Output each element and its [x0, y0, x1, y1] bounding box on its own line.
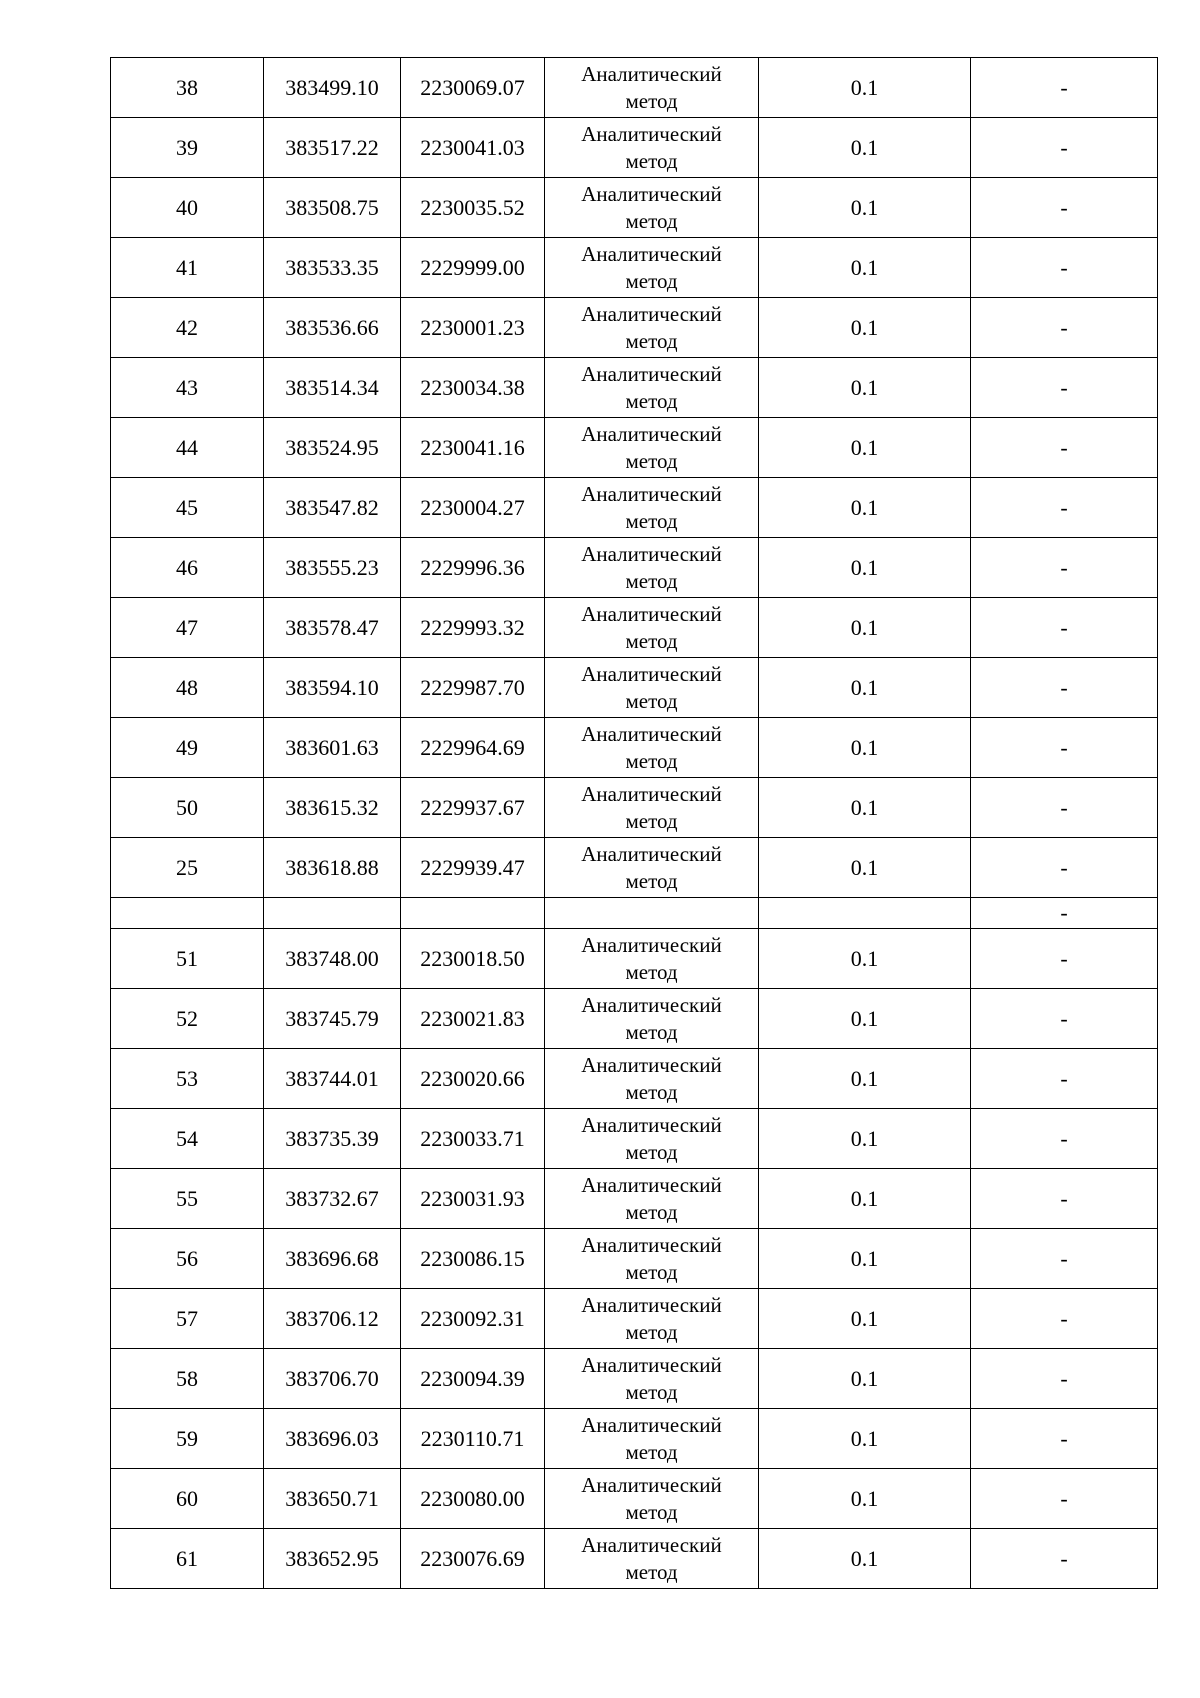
y-coordinate-cell: 2229937.67 [401, 778, 545, 838]
note-cell: - [971, 1109, 1158, 1169]
y-coordinate-cell: 2229964.69 [401, 718, 545, 778]
x-coordinate-cell: 383601.63 [264, 718, 401, 778]
point-number-cell: 48 [111, 658, 264, 718]
accuracy-cell: 0.1 [759, 1409, 971, 1469]
accuracy-cell: 0.1 [759, 989, 971, 1049]
table-row [111, 178, 1158, 238]
method-cell: Аналитический метод [545, 298, 759, 358]
point-number-cell: 56 [111, 1229, 264, 1289]
table-row [111, 238, 1158, 298]
point-number-cell: 54 [111, 1109, 264, 1169]
y-coordinate-cell: 2229996.36 [401, 538, 545, 598]
x-coordinate-cell: 383706.12 [264, 1289, 401, 1349]
method-cell: Аналитический метод [545, 1349, 759, 1409]
accuracy-cell: 0.1 [759, 298, 971, 358]
method-cell: Аналитический метод [545, 58, 759, 118]
table-row [111, 358, 1158, 418]
y-coordinate-cell: 2230035.52 [401, 178, 545, 238]
note-cell: - [971, 1169, 1158, 1229]
note-cell: - [971, 538, 1158, 598]
note-cell: - [971, 898, 1158, 929]
point-number-cell: 45 [111, 478, 264, 538]
accuracy-cell: 0.1 [759, 58, 971, 118]
point-number-cell: 53 [111, 1049, 264, 1109]
note-cell: - [971, 658, 1158, 718]
x-coordinate-cell: 383578.47 [264, 598, 401, 658]
accuracy-cell: 0.1 [759, 1469, 971, 1529]
table-row [111, 778, 1158, 838]
accuracy-cell: 0.1 [759, 778, 971, 838]
method-cell: Аналитический метод [545, 778, 759, 838]
method-cell: Аналитический метод [545, 538, 759, 598]
note-cell: - [971, 989, 1158, 1049]
accuracy-cell: 0.1 [759, 1229, 971, 1289]
accuracy-cell: 0.1 [759, 1349, 971, 1409]
note-cell: - [971, 298, 1158, 358]
x-coordinate-cell: 383732.67 [264, 1169, 401, 1229]
note-cell: - [971, 1229, 1158, 1289]
table-row [111, 598, 1158, 658]
accuracy-cell: 0.1 [759, 538, 971, 598]
point-number-cell: 49 [111, 718, 264, 778]
table-row [111, 929, 1158, 989]
method-cell: Аналитический метод [545, 418, 759, 478]
table-row [111, 418, 1158, 478]
x-coordinate-cell: 383706.70 [264, 1349, 401, 1409]
y-coordinate-cell: 2230080.00 [401, 1469, 545, 1529]
accuracy-cell: 0.1 [759, 478, 971, 538]
y-coordinate-cell: 2230021.83 [401, 989, 545, 1049]
point-number-cell: 46 [111, 538, 264, 598]
table-row [111, 478, 1158, 538]
accuracy-cell: 0.1 [759, 238, 971, 298]
point-number-cell: 60 [111, 1469, 264, 1529]
accuracy-cell: 0.1 [759, 1529, 971, 1589]
accuracy-cell: 0.1 [759, 718, 971, 778]
y-coordinate-cell: 2230094.39 [401, 1349, 545, 1409]
table-row [111, 58, 1158, 118]
x-coordinate-cell: 383735.39 [264, 1109, 401, 1169]
accuracy-cell: 0.1 [759, 1109, 971, 1169]
note-cell: - [971, 718, 1158, 778]
y-coordinate-cell: 2230020.66 [401, 1049, 545, 1109]
x-coordinate-cell: 383508.75 [264, 178, 401, 238]
note-cell: - [971, 358, 1158, 418]
x-coordinate-cell: 383696.03 [264, 1409, 401, 1469]
table-row [111, 1409, 1158, 1469]
table-row [111, 118, 1158, 178]
method-cell: Аналитический метод [545, 598, 759, 658]
table-row [111, 1469, 1158, 1529]
accuracy-cell: 0.1 [759, 178, 971, 238]
method-cell: Аналитический метод [545, 1169, 759, 1229]
point-number-cell: 41 [111, 238, 264, 298]
point-number-cell: 55 [111, 1169, 264, 1229]
table-row [111, 1289, 1158, 1349]
note-cell: - [971, 1049, 1158, 1109]
table-row [111, 1229, 1158, 1289]
table-row [111, 658, 1158, 718]
x-coordinate-cell: 383650.71 [264, 1469, 401, 1529]
x-coordinate-cell: 383517.22 [264, 118, 401, 178]
accuracy-cell: 0.1 [759, 118, 971, 178]
x-coordinate-cell: 383594.10 [264, 658, 401, 718]
x-coordinate-cell: 383533.35 [264, 238, 401, 298]
x-coordinate-cell: 383547.82 [264, 478, 401, 538]
method-cell: Аналитический метод [545, 1229, 759, 1289]
method-cell: Аналитический метод [545, 929, 759, 989]
table-row [111, 1529, 1158, 1589]
coordinates-table [110, 57, 1158, 1589]
method-cell [545, 898, 759, 929]
note-cell: - [971, 118, 1158, 178]
accuracy-cell: 0.1 [759, 1289, 971, 1349]
method-cell: Аналитический метод [545, 658, 759, 718]
note-cell: - [971, 478, 1158, 538]
method-cell: Аналитический метод [545, 1049, 759, 1109]
table-row [111, 1349, 1158, 1409]
point-number-cell [111, 898, 264, 929]
x-coordinate-cell: 383555.23 [264, 538, 401, 598]
note-cell: - [971, 1469, 1158, 1529]
note-cell: - [971, 1349, 1158, 1409]
y-coordinate-cell: 2230076.69 [401, 1529, 545, 1589]
y-coordinate-cell: 2230004.27 [401, 478, 545, 538]
accuracy-cell: 0.1 [759, 929, 971, 989]
point-number-cell: 57 [111, 1289, 264, 1349]
table-row [111, 838, 1158, 898]
point-number-cell: 59 [111, 1409, 264, 1469]
note-cell: - [971, 1289, 1158, 1349]
method-cell: Аналитический метод [545, 238, 759, 298]
point-number-cell: 44 [111, 418, 264, 478]
table-row [111, 1169, 1158, 1229]
accuracy-cell: 0.1 [759, 598, 971, 658]
method-cell: Аналитический метод [545, 1469, 759, 1529]
method-cell: Аналитический метод [545, 1109, 759, 1169]
method-cell: Аналитический метод [545, 1289, 759, 1349]
table-row [111, 898, 1158, 929]
accuracy-cell: 0.1 [759, 1049, 971, 1109]
note-cell: - [971, 838, 1158, 898]
note-cell: - [971, 1529, 1158, 1589]
accuracy-cell: 0.1 [759, 838, 971, 898]
accuracy-cell: 0.1 [759, 658, 971, 718]
y-coordinate-cell: 2230041.03 [401, 118, 545, 178]
note-cell: - [971, 598, 1158, 658]
method-cell: Аналитический метод [545, 718, 759, 778]
x-coordinate-cell: 383618.88 [264, 838, 401, 898]
x-coordinate-cell: 383536.66 [264, 298, 401, 358]
x-coordinate-cell: 383652.95 [264, 1529, 401, 1589]
y-coordinate-cell: 2229939.47 [401, 838, 545, 898]
y-coordinate-cell: 2230092.31 [401, 1289, 545, 1349]
y-coordinate-cell: 2230034.38 [401, 358, 545, 418]
method-cell: Аналитический метод [545, 1409, 759, 1469]
x-coordinate-cell [264, 898, 401, 929]
y-coordinate-cell: 2230001.23 [401, 298, 545, 358]
x-coordinate-cell: 383514.34 [264, 358, 401, 418]
note-cell: - [971, 418, 1158, 478]
table-body [111, 58, 1158, 1589]
x-coordinate-cell: 383615.32 [264, 778, 401, 838]
y-coordinate-cell: 2230110.71 [401, 1409, 545, 1469]
point-number-cell: 50 [111, 778, 264, 838]
method-cell: Аналитический метод [545, 478, 759, 538]
point-number-cell: 58 [111, 1349, 264, 1409]
method-cell: Аналитический метод [545, 989, 759, 1049]
point-number-cell: 47 [111, 598, 264, 658]
table-row [111, 298, 1158, 358]
y-coordinate-cell: 2230031.93 [401, 1169, 545, 1229]
note-cell: - [971, 178, 1158, 238]
table-row [111, 1109, 1158, 1169]
y-coordinate-cell: 2229993.32 [401, 598, 545, 658]
table-row [111, 989, 1158, 1049]
point-number-cell: 51 [111, 929, 264, 989]
note-cell: - [971, 58, 1158, 118]
accuracy-cell: 0.1 [759, 358, 971, 418]
note-cell: - [971, 238, 1158, 298]
table-row [111, 538, 1158, 598]
point-number-cell: 42 [111, 298, 264, 358]
table-row [111, 718, 1158, 778]
accuracy-cell [759, 898, 971, 929]
y-coordinate-cell: 2229999.00 [401, 238, 545, 298]
note-cell: - [971, 1409, 1158, 1469]
table-row [111, 1049, 1158, 1109]
method-cell: Аналитический метод [545, 838, 759, 898]
point-number-cell: 43 [111, 358, 264, 418]
note-cell: - [971, 778, 1158, 838]
method-cell: Аналитический метод [545, 118, 759, 178]
note-cell: - [971, 929, 1158, 989]
point-number-cell: 25 [111, 838, 264, 898]
point-number-cell: 39 [111, 118, 264, 178]
point-number-cell: 61 [111, 1529, 264, 1589]
y-coordinate-cell: 2229987.70 [401, 658, 545, 718]
point-number-cell: 38 [111, 58, 264, 118]
accuracy-cell: 0.1 [759, 1169, 971, 1229]
y-coordinate-cell [401, 898, 545, 929]
x-coordinate-cell: 383748.00 [264, 929, 401, 989]
y-coordinate-cell: 2230041.16 [401, 418, 545, 478]
x-coordinate-cell: 383745.79 [264, 989, 401, 1049]
point-number-cell: 40 [111, 178, 264, 238]
point-number-cell: 52 [111, 989, 264, 1049]
method-cell: Аналитический метод [545, 358, 759, 418]
x-coordinate-cell: 383499.10 [264, 58, 401, 118]
accuracy-cell: 0.1 [759, 418, 971, 478]
y-coordinate-cell: 2230033.71 [401, 1109, 545, 1169]
y-coordinate-cell: 2230069.07 [401, 58, 545, 118]
y-coordinate-cell: 2230018.50 [401, 929, 545, 989]
x-coordinate-cell: 383524.95 [264, 418, 401, 478]
x-coordinate-cell: 383696.68 [264, 1229, 401, 1289]
method-cell: Аналитический метод [545, 178, 759, 238]
x-coordinate-cell: 383744.01 [264, 1049, 401, 1109]
method-cell: Аналитический метод [545, 1529, 759, 1589]
y-coordinate-cell: 2230086.15 [401, 1229, 545, 1289]
